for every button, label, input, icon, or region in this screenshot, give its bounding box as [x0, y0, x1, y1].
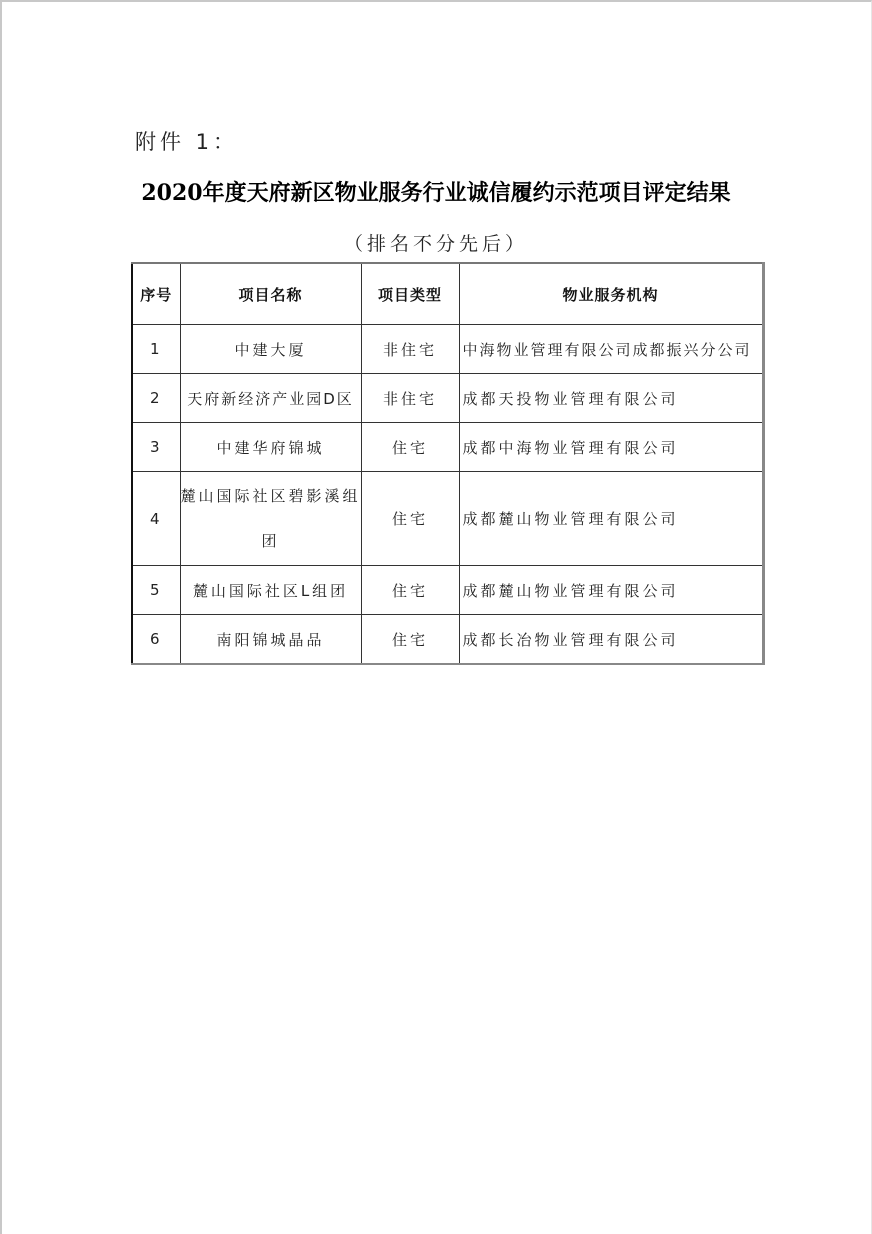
cell-service-company: 成都麓山物业管理有限公司 — [459, 566, 763, 615]
header-number: 序号 — [132, 263, 180, 325]
cell-number: 6 — [132, 615, 180, 665]
table-header-row — [132, 263, 763, 325]
cell-number: 2 — [132, 374, 180, 423]
cell-project-type: 住宅 — [361, 423, 459, 472]
cell-number: 4 — [132, 472, 180, 566]
table-row — [132, 374, 763, 423]
cell-project-name: 中建大厦 — [180, 325, 361, 374]
cell-project-name: 南阳锦城晶品 — [180, 615, 361, 665]
table-row — [132, 423, 763, 472]
table-row — [132, 566, 763, 615]
table-row — [132, 325, 763, 374]
header-service-company: 物业服务机构 — [459, 263, 763, 325]
cell-project-type: 住宅 — [361, 566, 459, 615]
cell-project-type: 住宅 — [361, 472, 459, 566]
table-row — [132, 615, 763, 665]
cell-number: 1 — [132, 325, 180, 374]
header-project-type: 项目类型 — [361, 263, 459, 325]
cell-service-company: 成都麓山物业管理有限公司 — [459, 472, 763, 566]
cell-project-name: 麓山国际社区碧影溪组团 — [180, 472, 361, 566]
cell-service-company: 成都中海物业管理有限公司 — [459, 423, 763, 472]
cell-service-company: 中海物业管理有限公司成都振兴分公司 — [459, 325, 763, 374]
table-row — [132, 472, 763, 566]
cell-project-type: 非住宅 — [361, 325, 459, 374]
cell-project-type: 住宅 — [361, 615, 459, 665]
cell-number: 3 — [132, 423, 180, 472]
cell-number: 5 — [132, 566, 180, 615]
cell-project-name: 天府新经济产业园D区 — [180, 374, 361, 423]
cell-project-name: 麓山国际社区L组团 — [180, 566, 361, 615]
header-project-name: 项目名称 — [180, 263, 361, 325]
cell-service-company: 成都长冶物业管理有限公司 — [459, 615, 763, 665]
cell-project-type: 非住宅 — [361, 374, 459, 423]
results-table — [131, 262, 765, 665]
document-title: 2020年度天府新区物业服务行业诚信履约示范项目评定结果 — [141, 180, 731, 206]
attachment-label: 附件 1： — [135, 130, 239, 154]
cell-service-company: 成都天投物业管理有限公司 — [459, 374, 763, 423]
cell-project-name: 中建华府锦城 — [180, 423, 361, 472]
document-subtitle: （排名不分先后） — [343, 233, 528, 255]
